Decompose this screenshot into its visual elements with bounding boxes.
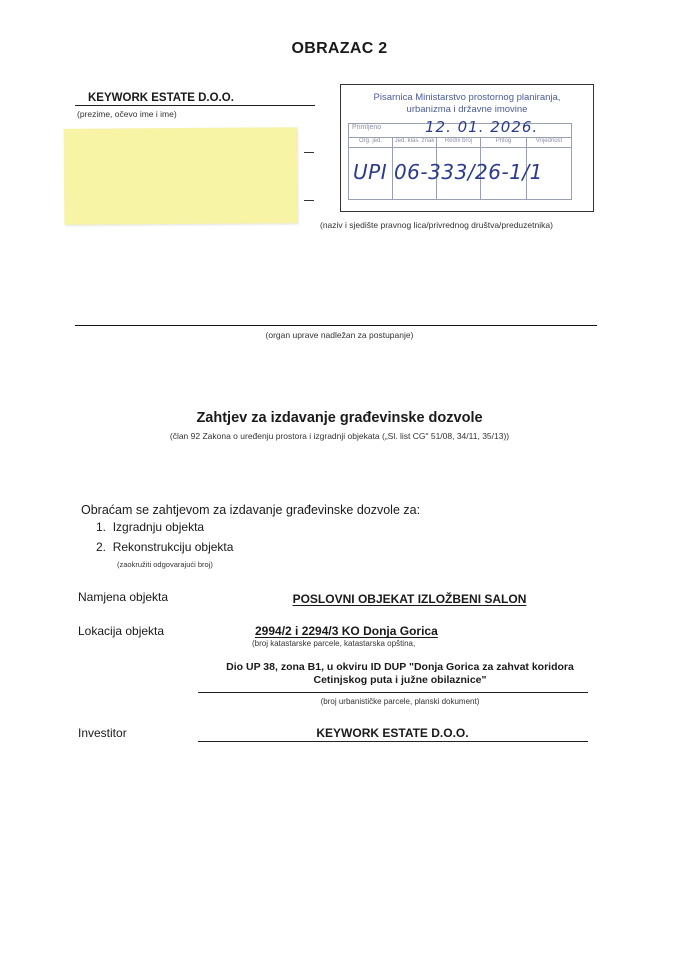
stamp-col-serial: Redni broj <box>444 138 473 144</box>
applicant-underline <box>75 105 315 106</box>
location-label: Lokacija objekta <box>78 624 165 638</box>
request-intro: Obraćam se zahtjevom za izdavanje građevinske dozvole za: <box>81 503 421 517</box>
plan-document <box>190 661 610 686</box>
purpose-value-text: POSLOVNI OBJEKAT IZLOŽBENI SALON <box>292 592 527 606</box>
sticky-note-redaction <box>64 127 298 225</box>
stamp-header <box>346 92 588 116</box>
plan-document-line1: Dio UP 38, zona B1, u okviru ID DUP "Donja Gorica za zahvat koridora <box>226 661 574 673</box>
option-number: 2. <box>96 540 107 554</box>
option-label: Rekonstrukciju objekta <box>112 540 234 554</box>
investor-value: KEYWORK ESTATE D.O.O. <box>316 726 469 740</box>
organ-underline <box>75 325 597 326</box>
plan-caption: (broj urbanističke parcele, planski dokument) <box>320 697 480 706</box>
request-title: Zahtjev za izdavanje građevinske dozvole <box>196 410 483 426</box>
investor-underline <box>198 741 588 742</box>
field-line-stub <box>304 200 314 201</box>
stamp-received-date: 12. 01. 2026. <box>425 118 539 136</box>
option-label: Izgradnju objekta <box>112 520 205 534</box>
stamp-col-attachment: Prilog <box>495 138 512 144</box>
request-subtitle: (član 92 Zakona o uređenju prostora i izgradnji objekata („Sl. list CG" 51/08, 34/11, 35/13)) <box>169 431 510 441</box>
location-value: 2994/2 i 2294/3 KO Donja Gorica <box>255 624 438 638</box>
options-caption: (zaokružiti odgovarajući broj) <box>117 560 213 569</box>
location-caption: (broj katastarske parcele, katastarska opština, <box>252 639 416 648</box>
form-title: OBRAZAC 2 <box>291 40 388 57</box>
purpose-label: Namjena objekta <box>78 590 169 604</box>
legal-entity-caption: (naziv i sjedište pravnog lica/privrednog društva/preduzetnika) <box>320 220 553 230</box>
plan-underline <box>198 692 588 693</box>
stamp-col-org-unit: Org. jed. <box>358 138 382 144</box>
stamp-col-class-code: Jed. klas. znak <box>394 138 435 144</box>
option-reconstruction[interactable] <box>96 540 233 554</box>
option-number: 1. <box>96 520 107 534</box>
stamp-row-divider <box>348 147 572 148</box>
investor-label: Investitor <box>78 726 127 740</box>
stamp-col-value: Vrijednost <box>535 138 563 144</box>
stamp-received-label: Primljeno <box>352 124 382 131</box>
applicant-name: KEYWORK ESTATE D.O.O. <box>88 92 234 104</box>
stamp-header-line1: Pisarnica Ministarstvo prostornog planiranja, <box>373 92 561 103</box>
applicant-caption: (prezime, očevo ime i ime) <box>77 109 177 119</box>
field-line-stub <box>304 152 314 153</box>
purpose-value <box>0 590 679 608</box>
organ-caption: (organ uprave nadležan za postupanje) <box>265 330 414 340</box>
option-construction[interactable] <box>96 520 204 534</box>
stamp-header-line2: urbanizma i državne imovine <box>406 104 528 115</box>
plan-document-line2: Cetinjskog puta i južne obilaznice" <box>313 673 487 686</box>
stamp-reference-number: UPI 06-333/26-1/1 <box>353 160 543 184</box>
